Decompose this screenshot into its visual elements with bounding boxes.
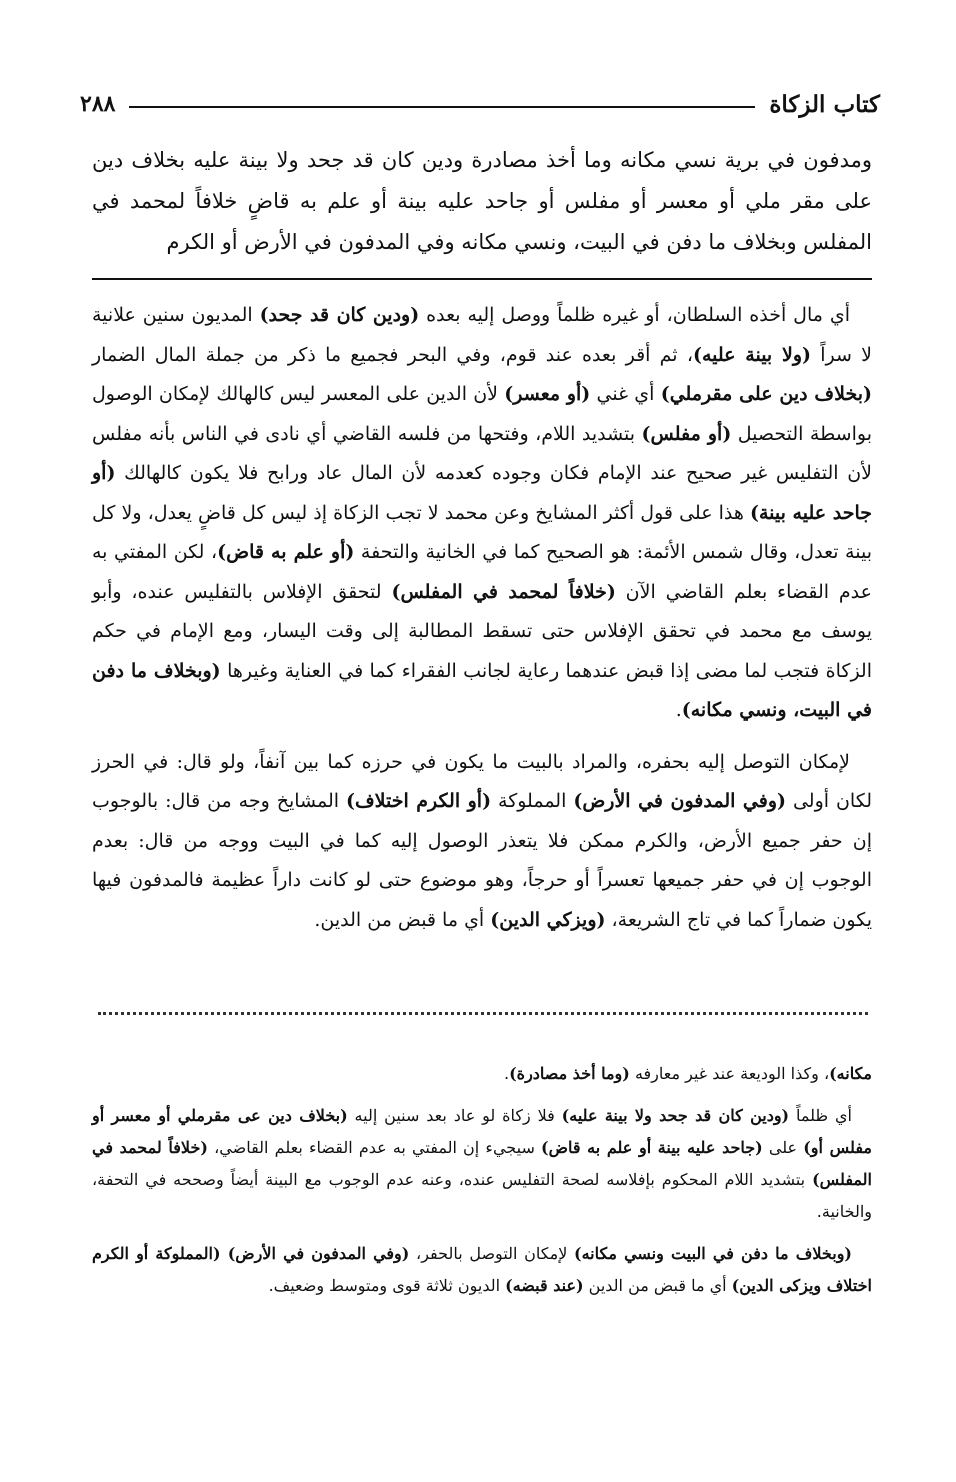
book-title: كتاب الزكاة — [769, 90, 880, 118]
sharh-paragraph: أي مال أخذه السلطان، أو غيره ظلماً ووصل إليه بعده (ودين كان قد جحد) المديون سنين علانية لا سراً (ولا بينة عليه)، ثم أقر بعده عند قوم، وفي البحر فجميع ما ذكر من جملة المال الضمار (بخلاف دين على مقرملي) أي غني (أو معسر) لأن الدين على المعسر ليس كالهالك لإمكان الوصول بواسطة التحصيل (أو مفلس) بتشديد اللام، وفتحها من فلسه القاضي أي نادى في الناس بأنه مفلس لأن التفليس غير صحيح عند الإمام فكان وجوده كعدمه لأن المال عاد ورابح فلا يكون كالهالك (أو جاحد عليه بينة) هذا على قول أكثر المشايخ وعن محمد لا تجب الزكاة إذ ليس كل قاضٍ يعدل، ولا كل بينة تعدل، وقال شمس الأئمة: هو الصحيح كما في الخانية والتحفة (أو علم به قاض)، لكن المفتي به عدم القضاء بعلم القاضي الآن (خلافاً لمحمد في المفلس) لتحقق الإفلاس بالتفليس عنده، وأبو يوسف مع محمد في تحقق الإفلاس حتى تسقط المطالبة إلى وقت اليسار، ومع الإمام في حكم الزكاة فتجب لما مضى إذا قبض عندهما رعاية لجانب الفقراء كما في العناية وغيرها (وبخلاف ما دفن في البيت، ونسي مكانه). — [92, 304, 873, 721]
sharh-commentary — [92, 296, 872, 952]
footnote-paragraph: (وبخلاف ما دفن في البيت ونسي مكانه) لإمكان التوصل بالحفر، (وفي المدفون في الأرض) (المملوكة أو الكرم اختلاف ويزكى الدين) أي ما قبض من الدين (عند قبضه) الديون ثلاثة قوى ومتوسط وضعيف. — [92, 1244, 872, 1295]
footnote-separator — [98, 1012, 868, 1015]
footnote-paragraph: مكانه)، وكذا الوديعة عند غير معارفه (وما أخذ مصادرة). — [504, 1064, 872, 1083]
page-header — [80, 86, 880, 122]
matn-separator — [92, 278, 872, 280]
sharh-paragraph: لإمكان التوصل إليه بحفره، والمراد بالبيت ما يكون في حرزه كما بين آنفاً، ولو قال: في الحرز لكان أولى (وفي المدفون في الأرض) المملوكة (أو الكرم اختلاف) المشايخ وجه من قال: بالوجوب إن حفر جميع الأرض، والكرم ممكن فلا يتعذر الوصول إليه كما في البيت ووجه من قال: بعدم الوجوب إن في حفر جميعها تعسراً أو حرجاً، وهو موضوع حتى لو كانت داراً عظيمة فالمدفون فيها يكون ضماراً كما في تاج الشريعة، (ويزكي الدين) أي ما قبض من الدين. — [92, 750, 872, 931]
footnote-section — [92, 1058, 872, 1312]
matn-text: ومدفون في برية نسي مكانه وما أخذ مصادرة ودين كان قد جحد ولا بينة عليه بخلاف دين على مقر ملي أو معسر أو مفلس أو جاحد عليه بينة أو علم به قاضٍ خلافاً لمحمد في المفلس وبخلاف ما دفن في البيت، ونسي مكانه وفي المدفون في الأرض أو الكرم — [92, 148, 872, 254]
header-rule — [129, 106, 755, 108]
page-number: ٢٨٨ — [80, 91, 116, 117]
footnote-paragraph: أي ظلماً (ودين كان قد جحد ولا بينة عليه) فلا زكاة لو عاد بعد سنين إليه (بخلاف دين عى مقرملي أو معسر أو مفلس أو) على (جاحد عليه بينة أو علم به قاض) سيجيء إن المفتي به عدم القضاء بعلم القاضي، (خلافاً لمحمد في المفلس) بتشديد اللام المحكوم بإفلاسه لصحة التفليس عنده، وعنه عدم الوجوب مع البينة أيضاً وصححه في التحفة، والخانية. — [92, 1106, 872, 1221]
